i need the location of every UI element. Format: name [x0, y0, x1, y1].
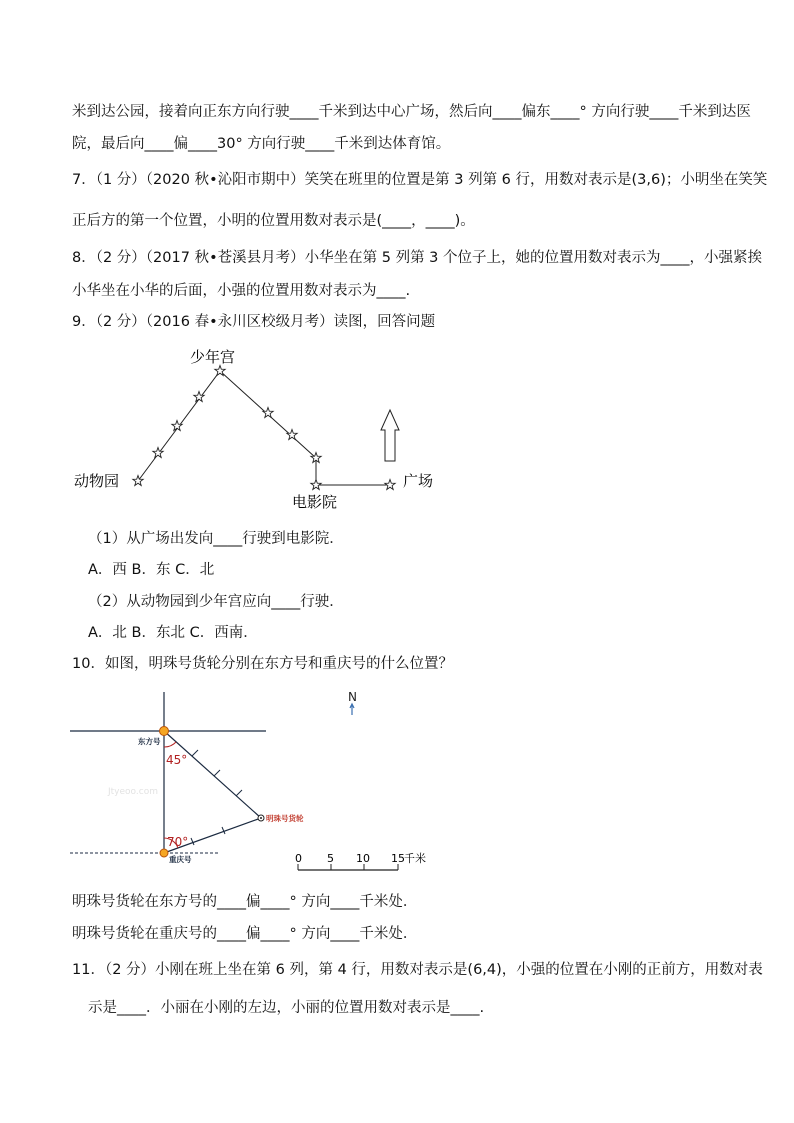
- q7-line2: 正后方的第一个位置，小明的位置用数对表示是(____，____)。: [72, 213, 475, 229]
- label-chongqing: 重庆号: [169, 855, 192, 864]
- q10-answer1: 明珠号货轮在东方号的____偏____° 方向____千米处．: [72, 894, 418, 910]
- scale-bar: [295, 851, 426, 870]
- scale-tick-15: 15: [391, 852, 405, 865]
- label-cinema: 电影院: [292, 493, 338, 511]
- scale-tick-10: 10: [356, 852, 370, 865]
- q6-line1: 米到达公园，接着向正东方向行驶____千米到达中心广场，然后向____偏东____° 方向行驶____千米到达医: [72, 104, 751, 120]
- label-square: 广场: [403, 472, 434, 490]
- scale-tick-5: 5: [327, 852, 334, 865]
- route-stars: [133, 366, 395, 490]
- scale-tick-0: 0: [295, 852, 302, 865]
- q9-opts1: A．西 B．东 C．北: [88, 562, 215, 578]
- q9-title: 9．（2 分）（2016 春•永川区校级月考）读图，回答问题: [72, 314, 436, 330]
- q9-route-map: [68, 338, 448, 518]
- q9-sub2: （2）从动物园到少年宫应向____行驶．: [88, 594, 344, 610]
- q10-answer2: 明珠号货轮在重庆号的____偏____° 方向____千米处．: [72, 926, 418, 942]
- watermark: Jtyeoo.com: [108, 787, 158, 797]
- north-letter: N: [348, 690, 357, 704]
- q8-line2: 小华坐在小华的后面，小强的位置用数对表示为____.: [72, 283, 411, 299]
- north-indicator-icon: [348, 690, 357, 715]
- q11-line2: 示是____．小丽在小刚的左边，小丽的位置用数对表示是____.: [88, 1000, 485, 1016]
- label-mingzhu: 明珠号货轮: [266, 814, 304, 823]
- q10-position-diagram: [68, 684, 468, 880]
- q6-line2: 院，最后向____偏____30° 方向行驶____千米到达体育馆。: [72, 136, 451, 152]
- q9-opts2: A．北 B．东北 C．西南．: [88, 625, 258, 641]
- label-palace: 少年宫: [190, 348, 236, 366]
- q11-line1: 11．（2 分）小刚在班上坐在第 6 列，第 4 行，用数对表示是(6,4)，小强的位置在小刚的正前方，用数对表: [72, 962, 763, 978]
- q9-sub1: （1）从广场出发向____行驶到电影院．: [88, 531, 344, 547]
- angle-label-70: 70°: [167, 835, 189, 849]
- q10-title: 10．如图，明珠号货轮分别在东方号和重庆号的什么位置？: [72, 656, 453, 672]
- label-zoo: 动物园: [74, 472, 120, 490]
- north-arrow-icon: [381, 410, 399, 461]
- label-dongfang: 东方号: [138, 737, 161, 746]
- scale-unit: 千米: [404, 852, 426, 865]
- angle-label-45: 45°: [166, 753, 188, 767]
- q8-line1: 8．（2 分）（2017 秋•苍溪县月考）小华坐在第 5 列第 3 个位子上，她的位置用数对表示为____，小强紧挨: [72, 250, 763, 266]
- q7-line1: 7．（1 分）（2020 秋•沁阳市期中）笑笑在班里的位置是第 3 列第 6 行，用数对表示是(3,6)；小明坐在笑笑: [72, 172, 768, 188]
